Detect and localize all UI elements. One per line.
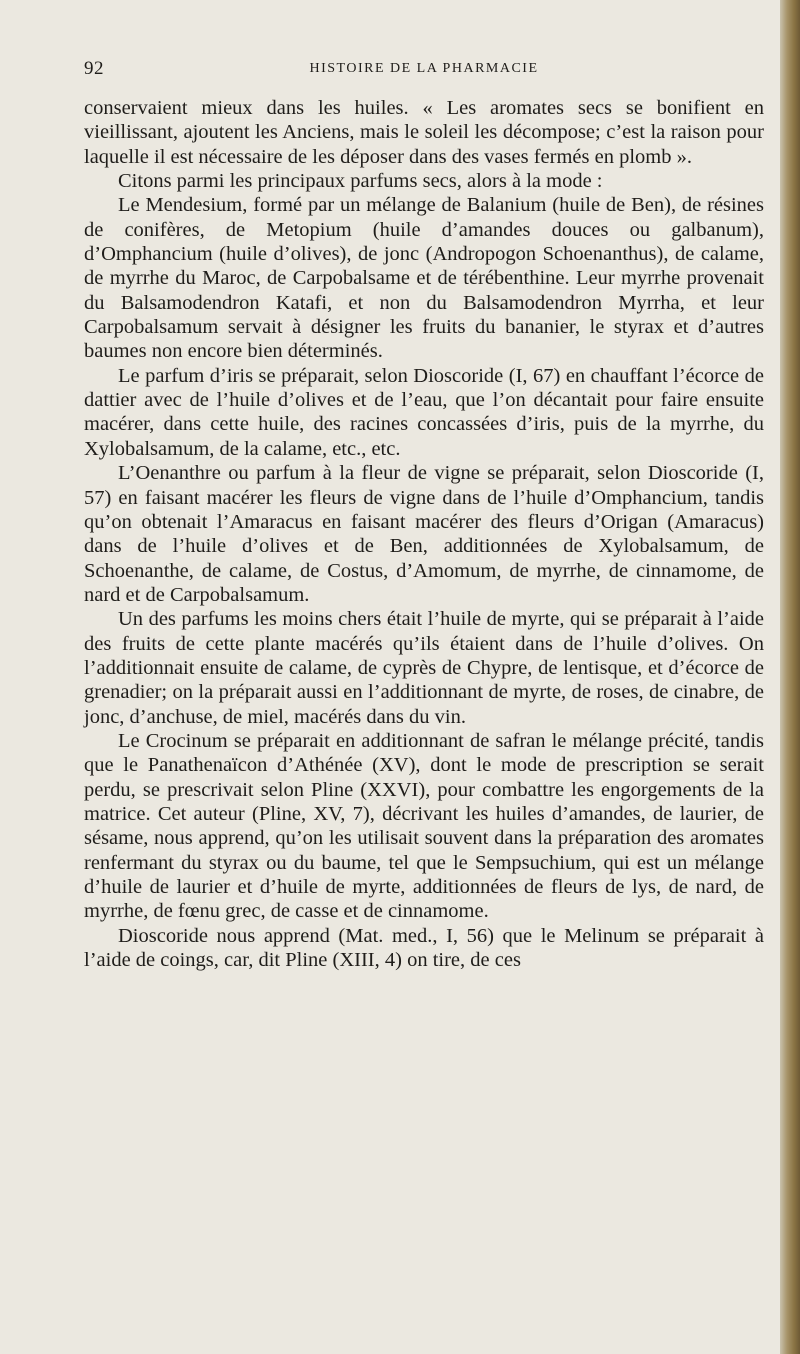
page-edge-shadow — [780, 0, 800, 1354]
paragraph: Citons parmi les principaux parfums secs, alors à la mode : — [118, 170, 603, 193]
paragraph: Le Mendesium, formé par un mélange de Balanium (huile de Ben), de résines de conifères, de Metopium (huile d’amandes douces ou galbanum), d’Omphancium (huile d’olives), de jonc (Andropogon Schoenanthus), de calame, de myrrhe du Maroc, de Carpobalsame et de térébenthine. Leur myrrhe provenait du Balsamodendron Katafi, et non du Balsamodendron Myrrha, et leur Carpobalsamum servait à désigner les fruits du bananier, le styrax et d’autres baumes non encore bien déterminés. — [84, 194, 764, 363]
page-number: 92 — [84, 58, 104, 79]
paragraph: conservaient mieux dans les huiles. « Les aromates secs se bonifient en vieillissant, ajoutent les Anciens, mais le soleil les décompose; c’est la raison pour laquelle il est nécessaire de les déposer dans des vases fermés en plomb ». — [84, 97, 764, 168]
paragraph: Un des parfums les moins chers était l’huile de myrte, qui se préparait à l’aide des fruits de cette plante macérés qu’ils étaient dans de l’huile d’olives. On l’additionnait ensuite de calame, de cyprès de Chypre, de lentisque, et d’écorce de grenadier; on la préparait aussi en l’additionnant de myrte, de roses, de cinabre, de jonc, d’anchuse, de miel, macérés dans du vin. — [84, 608, 764, 728]
paragraph: L’Oenanthre ou parfum à la fleur de vigne se préparait, selon Dioscoride (I, 57) en faisant macérer les fleurs de vigne dans de l’huile d’Omphancium, tandis qu’on obtenait l’Amaracus en faisant macérer des fleurs d’Origan (Amaracus) dans de l’huile d’olives et de Ben, additionnées de Xylobalsamum, de Schoenanthe, de calame, de Costus, d’Amomum, de myrrhe, de cinnamome, de nard et de Carpobalsamum. — [84, 462, 764, 606]
paragraph: Le Crocinum se préparait en additionnant de safran le mélange précité, tandis que le Panathenaïcon d’Athénée (XV), dont le mode de prescription se serait perdu, se prescrivait selon Pline (XXVI), pour combattre les engorgements de la matrice. Cet auteur (Pline, XV, 7), décrivant les huiles d’amandes, de laurier, de sésame, nous apprend, qu’on les utilisait souvent dans la préparation des aromates renfermant du styrax ou du baume, tel que le Sempsuchium, qui est un mélange d’huile de laurier et d’huile de myrte, additionnées de fleurs de lys, de nard, de myrrhe, de fœnu grec, de casse et de cinnamome. — [84, 729, 764, 923]
paragraph: Dioscoride nous apprend (Mat. med., I, 56) que le Melinum se préparait à l’aide de coings, car, dit Pline (XIII, 4) on tire, de ces — [84, 924, 764, 972]
running-title: HISTOIRE DE LA PHARMACIE — [309, 61, 539, 76]
paragraph: Le parfum d’iris se préparait, selon Dioscoride (I, 67) en chauffant l’écorce de dattier avec de l’huile d’olives et de l’eau, que l’on décantait pour faire ensuite macérer, dans cette huile, des racines concassées d’iris, puis de la myrrhe, du Xylobalsamum, de la calame, etc., etc. — [84, 364, 764, 460]
page-header — [84, 58, 764, 82]
body-text — [84, 96, 764, 972]
